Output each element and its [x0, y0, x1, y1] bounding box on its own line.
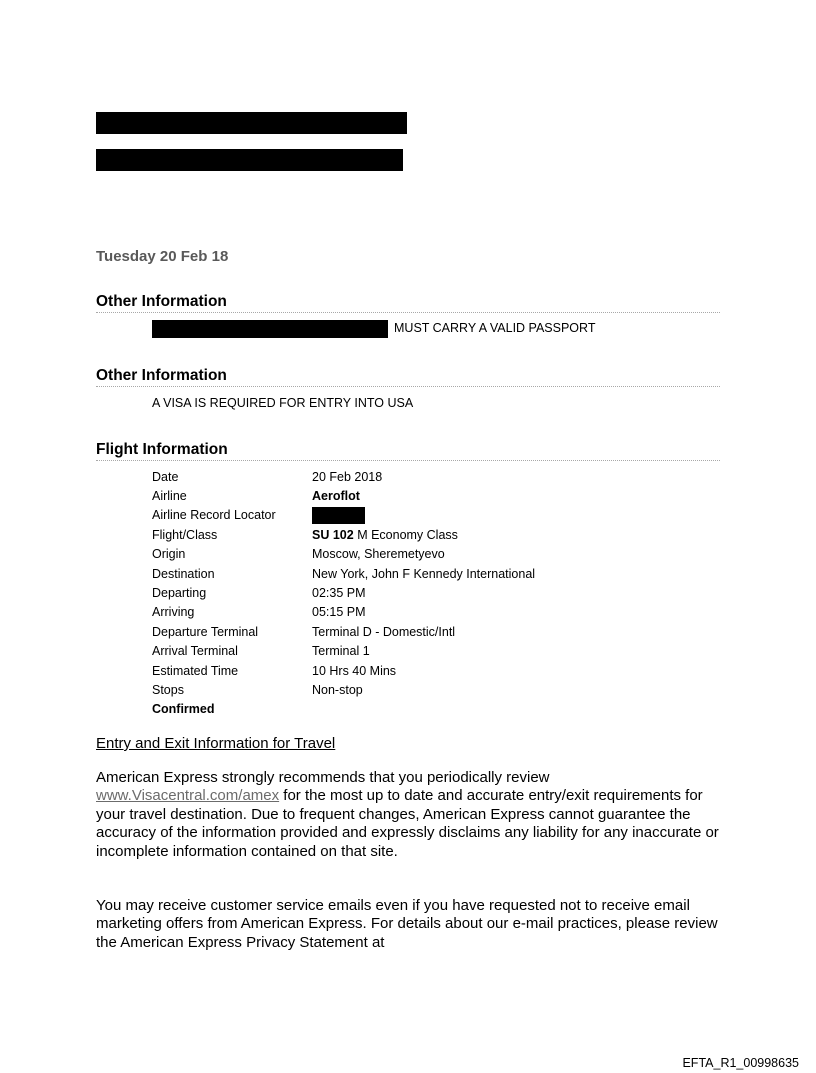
- entry-exit-lead-text: American Express strongly recommends that you periodically review: [96, 769, 550, 786]
- arriving-value: 05:15 PM: [312, 605, 366, 620]
- flight-row-record-locator: [152, 506, 535, 525]
- arrival-terminal-label: Arrival Terminal: [152, 644, 238, 659]
- booking-status: Confirmed: [152, 702, 215, 717]
- flight-class-label: Flight/Class: [152, 527, 218, 542]
- departing-value: 02:35 PM: [312, 586, 366, 601]
- flight-row-destination: [152, 564, 535, 583]
- passport-notice: MUST CARRY A VALID PASSPORT: [394, 321, 596, 335]
- record-locator-value: [312, 506, 535, 525]
- flight-row-date: [152, 467, 535, 486]
- cabin-class: M Economy Class: [357, 527, 458, 542]
- estimated-time-label: Estimated Time: [152, 663, 239, 678]
- visacentral-link[interactable]: www.Visacentral.com/amex: [96, 787, 280, 805]
- document-id: EFTA_R1_00998635: [682, 1056, 799, 1070]
- departure-terminal-value: Terminal D - Domestic/Intl: [312, 624, 456, 639]
- flight-row-status: [152, 700, 535, 719]
- date-heading: Tuesday 20 Feb 18: [96, 248, 229, 265]
- airline-label: Airline: [152, 489, 187, 504]
- flight-row-departure-terminal: [152, 622, 535, 641]
- departing-label: Departing: [152, 586, 207, 601]
- flight-row-arriving: [152, 603, 535, 622]
- departure-terminal-label: Departure Terminal: [152, 624, 259, 639]
- flight-row-airline: [152, 486, 535, 505]
- privacy-paragraph: You may receive customer service emails even if you have requested not to receive email marketing offers from American Express. For details about our e-mail practices, please review the American Express Privacy Statement at: [96, 897, 718, 951]
- record-locator-redaction: [312, 507, 365, 524]
- origin-label: Origin: [152, 547, 186, 562]
- date-value: 20 Feb 2018: [312, 469, 383, 484]
- arriving-label: Arriving: [152, 605, 195, 620]
- flight-row-stops: [152, 680, 535, 699]
- flight-row-origin: [152, 545, 535, 564]
- redaction-block-3: [152, 320, 388, 338]
- estimated-time-value: 10 Hrs 40 Mins: [312, 663, 397, 678]
- airline-value: Aeroflot: [312, 489, 360, 504]
- destination-value: New York, John F Kennedy International: [312, 566, 536, 581]
- origin-value: Moscow, Sheremetyevo: [312, 547, 445, 562]
- redaction-block-1: [96, 112, 407, 134]
- flight-row-flight-class: [152, 525, 535, 544]
- flight-number: SU 102: [312, 527, 354, 542]
- flight-row-estimated-time: [152, 661, 535, 680]
- visa-notice: A VISA IS REQUIRED FOR ENTRY INTO USA: [152, 396, 414, 410]
- redaction-block-2: [96, 149, 403, 171]
- stops-value: Non-stop: [312, 682, 363, 697]
- record-locator-label: Airline Record Locator: [152, 508, 276, 523]
- entry-exit-heading: Entry and Exit Information for Travel: [96, 735, 336, 752]
- destination-label: Destination: [152, 566, 215, 581]
- flight-row-departing: [152, 583, 535, 602]
- arrival-terminal-value: Terminal 1: [312, 644, 370, 659]
- flight-row-arrival-terminal: [152, 642, 535, 661]
- other-information-heading-2: Other Information: [96, 367, 720, 387]
- flight-information-heading: Flight Information: [96, 441, 720, 461]
- flight-class-value: [312, 525, 535, 544]
- entry-exit-body-text: for the most up to date and accurate entry/exit requirements for your travel destination. Due to frequent changes, American Express cannot guarantee the accuracy of the information provided and expressly disclaims any liability for any inaccurate or incomplete information contained on that site.: [96, 787, 719, 860]
- date-label: Date: [152, 469, 179, 484]
- entry-exit-paragraph: [96, 769, 736, 861]
- stops-label: Stops: [152, 682, 184, 697]
- other-information-heading-1: Other Information: [96, 293, 720, 313]
- flight-details-table: [152, 467, 535, 719]
